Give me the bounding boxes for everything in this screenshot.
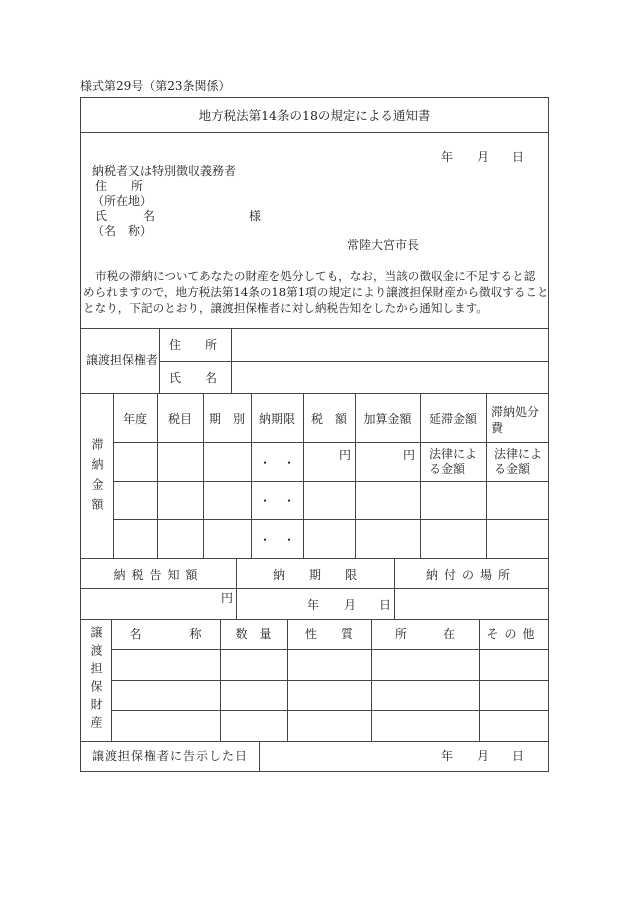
deadline-year: 年 — [307, 598, 320, 612]
col-nature: 性 質 — [304, 627, 353, 641]
col-period: 期 別 — [208, 412, 245, 426]
divider — [81, 132, 548, 133]
divider — [113, 481, 548, 482]
addressee-name-paren-label: （名 称） — [92, 224, 153, 238]
divider — [113, 442, 548, 443]
divider — [159, 361, 548, 362]
issuer: 常陸大宮市長 — [347, 238, 420, 252]
divider — [113, 519, 548, 520]
addressee-role: 納税者又は特別徴収義務者 — [92, 164, 237, 178]
addressee-honorific: 様 — [249, 209, 262, 223]
notice-form — [80, 97, 549, 772]
yen-unit: 円 — [339, 448, 352, 462]
payment-deadline-label: 納 期 限 — [272, 568, 357, 582]
divider — [81, 558, 548, 559]
form-title: 地方税法第14条の18の規定による通知書 — [198, 108, 431, 123]
property-side-label: 譲渡担保財産 — [89, 626, 103, 734]
col-late-charge: 延滞金額 — [428, 412, 477, 426]
col-fiscal-year: 年度 — [122, 412, 147, 426]
divider — [81, 588, 548, 589]
body-line-3: となり，下記のとおり，譲渡担保権者に対し納税告知をしたから通知します。 — [83, 301, 488, 315]
deadline-day: 日 — [379, 598, 392, 612]
body-line-1: 市税の滞納についてあなたの財産を処分しても，なお，当該の徴収金に不足すると認 — [95, 269, 536, 283]
addressee-location-label: （所在地） — [92, 194, 153, 208]
divider — [81, 619, 548, 620]
addressee-address-label: 住 所 — [95, 179, 144, 193]
divider — [81, 328, 548, 329]
addressee-name-label: 氏 名 — [95, 209, 156, 223]
due-date-dots: ・ ・ — [258, 456, 295, 470]
divider — [111, 710, 548, 711]
divider — [81, 741, 548, 742]
col-disposition-fee: 滞納処分費 — [491, 405, 540, 435]
notified-date-year: 年 — [441, 749, 454, 763]
divider — [111, 649, 548, 650]
deadline-month: 月 — [344, 598, 357, 612]
disposition-fee-legal-amount: 法律による金額 — [494, 447, 543, 476]
col-additional-amount: 加算金額 — [363, 412, 412, 426]
col-property-name: 名 称 — [129, 627, 202, 641]
holder-name-label: 氏 名 — [169, 371, 218, 385]
payment-place-label: 納付の場所 — [425, 568, 516, 582]
notified-date-day: 日 — [512, 749, 525, 763]
notified-date-label: 譲渡担保権者に告示した日 — [91, 749, 248, 763]
notified-date-month: 月 — [477, 749, 490, 763]
divider — [486, 393, 487, 558]
notice-date-year: 年 — [441, 150, 454, 164]
divider — [259, 741, 260, 771]
col-due-date: 納期限 — [258, 412, 295, 426]
due-date-dots: ・ ・ — [258, 533, 295, 547]
late-charge-legal-amount: 法律による金額 — [429, 447, 478, 476]
notice-date-month: 月 — [477, 150, 490, 164]
notice-date-day: 日 — [512, 150, 525, 164]
col-quantity: 数 量 — [235, 627, 272, 641]
notice-amount-label: 納税告知額 — [113, 568, 204, 582]
col-other: その他 — [486, 627, 541, 641]
col-location: 所 在 — [394, 627, 455, 641]
due-date-dots: ・ ・ — [258, 494, 295, 508]
divider — [81, 393, 548, 394]
yen-unit: 円 — [403, 448, 416, 462]
arrears-side-label: 滞納金額 — [90, 438, 104, 518]
col-tax-item: 税目 — [167, 412, 192, 426]
holder-label: 譲渡担保権者 — [86, 353, 159, 367]
divider — [111, 680, 548, 681]
col-tax-amount: 税 額 — [310, 412, 347, 426]
holder-address-label: 住 所 — [169, 338, 218, 352]
form-number-label: 様式第29号（第23条関係） — [80, 79, 231, 93]
yen-unit: 円 — [221, 591, 234, 605]
body-line-2: められますので，地方税法第14条の18第1項の規定により譲渡担保財産から徴収すること — [83, 285, 549, 299]
